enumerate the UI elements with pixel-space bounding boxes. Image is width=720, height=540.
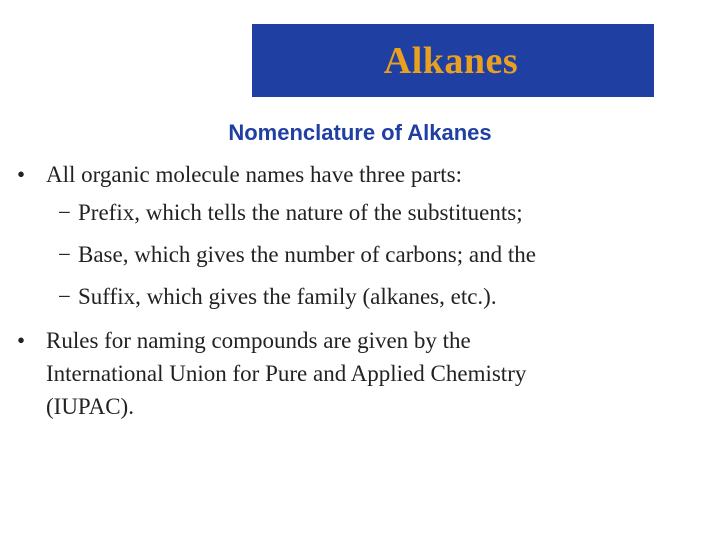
bullet-marker: • [17,328,26,353]
slide-subtitle: Nomenclature of Alkanes [228,120,492,145]
dash-marker: − [58,200,71,225]
dash-marker: − [58,242,71,267]
slide-title: Alkanes [383,39,519,82]
slide-body [0,158,720,423]
bullet-item [0,158,720,192]
title-bar [252,24,654,97]
bullet-text: All organic molecule names have three parts: [46,162,462,187]
bullet-item [0,324,720,423]
sub-item-suffix [0,276,720,318]
bullet-line: (IUPAC). [46,394,134,419]
bullet-line: International Union for Pure and Applied Chemistry [46,361,527,386]
sub-item-base [0,234,720,276]
sub-item-prefix [0,192,720,234]
sub-item-text: Suffix, which gives the family (alkanes, etc.). [78,284,497,309]
dash-marker: − [58,284,71,309]
sub-item-text: Base, which gives the number of carbons; and the [78,242,536,267]
sub-item-text: Prefix, which tells the nature of the substituents; [78,200,523,225]
bullet-marker: • [17,162,26,187]
bullet-line: Rules for naming compounds are given by the [46,328,471,353]
